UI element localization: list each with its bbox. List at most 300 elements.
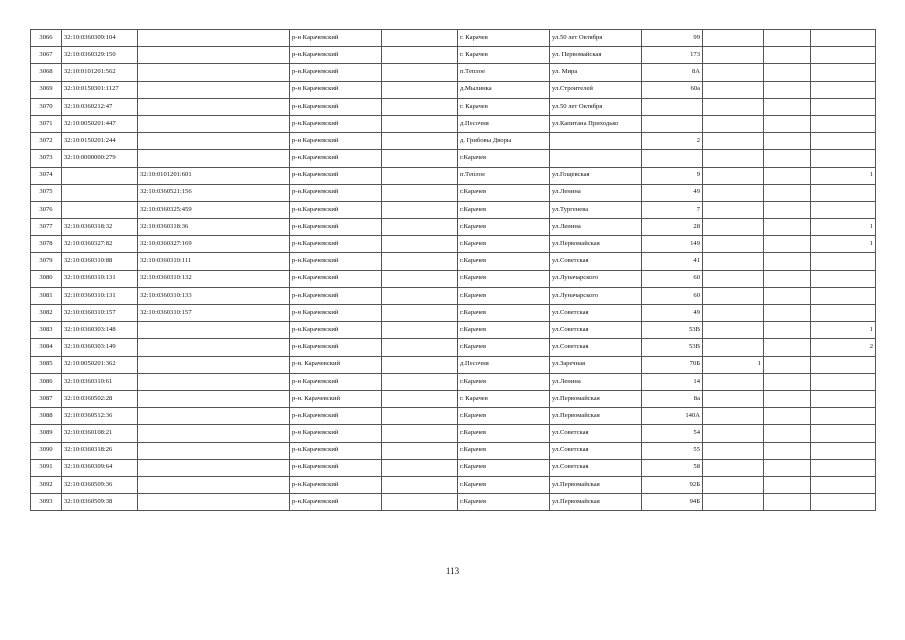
house-number-cell [642,150,703,167]
cadastral-number-cell: 32:10:0360329:150 [62,47,138,64]
parcel-number-cell: 32:10:0360325:459 [138,201,290,218]
settlement-cell: п.Теплое [458,167,550,184]
district-cell: р-н.Карачевский [290,47,382,64]
apartment-cell: 1 [811,167,876,184]
table-row [31,98,876,115]
apartment-cell [811,425,876,442]
parcel-number-cell [138,425,290,442]
apartment-cell: 1 [811,322,876,339]
street-cell: ул. Мира [550,64,642,81]
settlement-cell: г.Карачев [458,184,550,201]
settlement-cell: г.Карачев [458,408,550,425]
table-row [31,64,876,81]
table-row [31,408,876,425]
settlement-cell: д. Грибовы Дворы [458,133,550,150]
row-number-cell: 3075 [31,184,62,201]
parcel-number-cell [138,339,290,356]
house-number-cell: 53В [642,322,703,339]
house-number-cell: 7 [642,201,703,218]
apartment-cell [811,373,876,390]
empty-cell [382,270,458,287]
row-number-cell: 3089 [31,425,62,442]
parcel-number-cell [138,30,290,47]
street-cell: ул.Гощевская [550,167,642,184]
house-number-cell: 140А [642,408,703,425]
table-row [31,356,876,373]
district-cell: р-н.Карачевский [290,167,382,184]
house-number-cell: 14 [642,373,703,390]
empty-cell [382,442,458,459]
settlement-cell: г.Карачев [458,322,550,339]
apartment-cell [811,408,876,425]
row-number-cell: 3093 [31,494,62,511]
empty-cell [382,339,458,356]
building-cell [703,81,764,98]
table-row [31,287,876,304]
row-number-cell: 3070 [31,98,62,115]
house-number-cell [642,98,703,115]
empty-cell [382,408,458,425]
street-cell: ул.50 лет Октября [550,30,642,47]
extra-cell [764,494,811,511]
cadastral-number-cell: 32:10:0360303:148 [62,322,138,339]
table-body [31,30,876,511]
parcel-number-cell: 32:10:0360521:156 [138,184,290,201]
district-cell: р-н.Карачевский [290,253,382,270]
settlement-cell: д.Мылинка [458,81,550,98]
empty-cell [382,356,458,373]
district-cell: р-н.Карачевский [290,408,382,425]
cadastral-number-cell: 32:10:0050201:362 [62,356,138,373]
building-cell [703,494,764,511]
row-number-cell: 3090 [31,442,62,459]
apartment-cell [811,270,876,287]
cadastral-number-cell: 32:10:0150201:244 [62,133,138,150]
extra-cell [764,390,811,407]
house-number-cell: 55 [642,442,703,459]
extra-cell [764,150,811,167]
apartment-cell [811,476,876,493]
building-cell [703,219,764,236]
district-cell: р-н. Карачевский [290,356,382,373]
house-number-cell: 8а [642,390,703,407]
building-cell [703,133,764,150]
building-cell [703,390,764,407]
table-row [31,81,876,98]
cadastral-number-cell: 32:10:0360310:61 [62,373,138,390]
table-row [31,494,876,511]
street-cell: ул.Советская [550,305,642,322]
settlement-cell: г.Карачев [458,270,550,287]
apartment-cell [811,133,876,150]
extra-cell [764,236,811,253]
extra-cell [764,373,811,390]
row-number-cell: 3068 [31,64,62,81]
building-cell [703,30,764,47]
extra-cell [764,270,811,287]
building-cell [703,322,764,339]
row-number-cell: 3088 [31,408,62,425]
apartment-cell: 1 [811,219,876,236]
cadastral-number-cell: 32:10:0360509:36 [62,476,138,493]
parcel-number-cell [138,322,290,339]
parcel-number-cell [138,459,290,476]
row-number-cell: 3080 [31,270,62,287]
extra-cell [764,442,811,459]
parcel-number-cell [138,81,290,98]
apartment-cell [811,442,876,459]
extra-cell [764,408,811,425]
street-cell: ул.Советская [550,339,642,356]
settlement-cell: г. Карачев [458,390,550,407]
cadastral-number-cell: 32:10:0360327:82 [62,236,138,253]
extra-cell [764,322,811,339]
street-cell: ул.Ленина [550,184,642,201]
table-row [31,253,876,270]
district-cell: р-н.Карачевский [290,494,382,511]
street-cell: ул.Тургенева [550,201,642,218]
row-number-cell: 3074 [31,167,62,184]
extra-cell [764,356,811,373]
table-row [31,115,876,132]
extra-cell [764,81,811,98]
extra-cell [764,305,811,322]
house-number-cell: 28 [642,219,703,236]
apartment-cell [811,98,876,115]
apartment-cell [811,287,876,304]
table-row [31,201,876,218]
page-number: 113 [445,566,460,576]
house-number-cell: 49 [642,305,703,322]
parcel-number-cell: 32:10:0360310:132 [138,270,290,287]
extra-cell [764,425,811,442]
settlement-cell: г.Карачев [458,339,550,356]
settlement-cell: г.Карачев [458,425,550,442]
parcel-number-cell [138,115,290,132]
extra-cell [764,287,811,304]
cadastral-number-cell: 32:10:0360509:38 [62,494,138,511]
table-row [31,476,876,493]
house-number-cell: 2 [642,133,703,150]
district-cell: р-н.Карачевский [290,322,382,339]
row-number-cell: 3072 [31,133,62,150]
cadastral-number-cell: 32:10:0000000:279 [62,150,138,167]
row-number-cell: 3085 [31,356,62,373]
street-cell: ул.Советская [550,442,642,459]
settlement-cell: п.Теплое [458,64,550,81]
settlement-cell: г.Карачев [458,253,550,270]
extra-cell [764,476,811,493]
district-cell: р-н.Карачевский [290,98,382,115]
parcel-number-cell [138,64,290,81]
building-cell [703,425,764,442]
row-number-cell: 3083 [31,322,62,339]
building-cell [703,167,764,184]
building-cell [703,115,764,132]
street-cell: ул.Ленина [550,373,642,390]
table-row [31,390,876,407]
row-number-cell: 3076 [31,201,62,218]
cadastral-number-cell [62,201,138,218]
empty-cell [382,459,458,476]
cadastral-number-cell: 32:10:0360108:21 [62,425,138,442]
building-cell [703,305,764,322]
house-number-cell: 173 [642,47,703,64]
house-number-cell: 54 [642,425,703,442]
parcel-number-cell [138,150,290,167]
parcel-number-cell: 32:10:0360318:36 [138,219,290,236]
parcel-number-cell: 32:10:0360310:157 [138,305,290,322]
empty-cell [382,98,458,115]
settlement-cell: г.Карачев [458,459,550,476]
settlement-cell: г.Карачев [458,442,550,459]
parcel-number-cell [138,476,290,493]
district-cell: р-н.Карачевский [290,476,382,493]
settlement-cell: д.Песочня [458,115,550,132]
settlement-cell: г.Карачев [458,287,550,304]
empty-cell [382,184,458,201]
district-cell: р-н Карачевский [290,30,382,47]
house-number-cell: 70Б [642,356,703,373]
cadastral-number-cell: 32:10:0360309:64 [62,459,138,476]
building-cell [703,459,764,476]
cadastral-number-cell: 32:10:0360309:104 [62,30,138,47]
empty-cell [382,476,458,493]
district-cell: р-н.Карачевский [290,339,382,356]
building-cell [703,201,764,218]
empty-cell [382,305,458,322]
parcel-number-cell: 32:10:0360310:111 [138,253,290,270]
district-cell: р-н Карачевский [290,133,382,150]
house-number-cell: 53В [642,339,703,356]
apartment-cell: 2 [811,339,876,356]
district-cell: р-н.Карачевский [290,150,382,167]
table-row [31,459,876,476]
extra-cell [764,30,811,47]
cadastral-number-cell: 32:10:0360310:157 [62,305,138,322]
row-number-cell: 3081 [31,287,62,304]
parcel-number-cell: 32:10:0360310:133 [138,287,290,304]
settlement-cell: г.Карачев [458,494,550,511]
row-number-cell: 3079 [31,253,62,270]
apartment-cell [811,356,876,373]
apartment-cell [811,184,876,201]
table-row [31,184,876,201]
empty-cell [382,287,458,304]
table-row [31,442,876,459]
district-cell: р-н.Карачевский [290,442,382,459]
empty-cell [382,167,458,184]
empty-cell [382,494,458,511]
street-cell: ул.Первомайская [550,408,642,425]
parcel-number-cell [138,133,290,150]
house-number-cell: 9 [642,167,703,184]
street-cell: ул.Первомайская [550,494,642,511]
building-cell [703,98,764,115]
building-cell [703,47,764,64]
empty-cell [382,219,458,236]
cadastral-number-cell: 32:10:0360310:131 [62,287,138,304]
empty-cell [382,236,458,253]
building-cell [703,253,764,270]
district-cell: р-н.Карачевский [290,219,382,236]
parcel-number-cell [138,47,290,64]
empty-cell [382,64,458,81]
cadastral-number-cell: 32:10:0360310:88 [62,253,138,270]
row-number-cell: 3086 [31,373,62,390]
district-cell: р-н Карачевский [290,425,382,442]
empty-cell [382,322,458,339]
empty-cell [382,81,458,98]
district-cell: р-н Карачевский [290,373,382,390]
cadastral-number-cell: 32:10:0360318:26 [62,442,138,459]
street-cell: ул.Первомайская [550,390,642,407]
street-cell: ул.Первомайская [550,476,642,493]
settlement-cell: г. Карачев [458,47,550,64]
street-cell [550,133,642,150]
building-cell: 1 [703,356,764,373]
settlement-cell: г.Карачев [458,150,550,167]
row-number-cell: 3091 [31,459,62,476]
street-cell: ул.Заречная [550,356,642,373]
apartment-cell [811,64,876,81]
apartment-cell [811,30,876,47]
cadastral-number-cell: 32:10:0050201:447 [62,115,138,132]
row-number-cell: 3069 [31,81,62,98]
district-cell: р-н.Карачевский [290,270,382,287]
house-number-cell: 99 [642,30,703,47]
house-number-cell: 60а [642,81,703,98]
parcel-number-cell [138,494,290,511]
parcel-number-cell: 32:10:0360327:169 [138,236,290,253]
building-cell [703,184,764,201]
row-number-cell: 3077 [31,219,62,236]
empty-cell [382,30,458,47]
district-cell: р-н.Карачевский [290,236,382,253]
parcel-number-cell: 32:10:0101201:601 [138,167,290,184]
apartment-cell [811,390,876,407]
apartment-cell [811,47,876,64]
building-cell [703,373,764,390]
cadastral-number-cell [62,167,138,184]
settlement-cell: г.Карачев [458,476,550,493]
cadastral-number-cell: 32:10:0360310:131 [62,270,138,287]
table-row [31,322,876,339]
apartment-cell [811,81,876,98]
street-cell: ул.Советская [550,322,642,339]
building-cell [703,64,764,81]
row-number-cell: 3092 [31,476,62,493]
house-number-cell: 49 [642,184,703,201]
parcel-number-cell [138,356,290,373]
parcel-number-cell [138,373,290,390]
table-row [31,339,876,356]
apartment-cell [811,253,876,270]
street-cell: ул.Капитана Приходько [550,115,642,132]
house-number-cell: 92Б [642,476,703,493]
house-number-cell: 8А [642,64,703,81]
apartment-cell [811,494,876,511]
table-row [31,373,876,390]
extra-cell [764,201,811,218]
cadastral-number-cell: 32:10:0360212:47 [62,98,138,115]
row-number-cell: 3073 [31,150,62,167]
apartment-cell [811,459,876,476]
district-cell: р-н.Карачевский [290,459,382,476]
table-row [31,167,876,184]
extra-cell [764,98,811,115]
building-cell [703,476,764,493]
empty-cell [382,115,458,132]
house-number-cell: 58 [642,459,703,476]
building-cell [703,236,764,253]
house-number-cell: 149 [642,236,703,253]
empty-cell [382,425,458,442]
row-number-cell: 3082 [31,305,62,322]
settlement-cell: д.Песочня [458,356,550,373]
table-row [31,133,876,150]
table-row [31,30,876,47]
street-cell: ул.Первомайская [550,236,642,253]
house-number-cell: 94Б [642,494,703,511]
street-cell: ул. Первомайская [550,47,642,64]
empty-cell [382,47,458,64]
apartment-cell [811,150,876,167]
empty-cell [382,390,458,407]
street-cell: ул.Советская [550,459,642,476]
row-number-cell: 3078 [31,236,62,253]
empty-cell [382,373,458,390]
district-cell: р-н.Карачевский [290,64,382,81]
apartment-cell [811,305,876,322]
district-cell: р-н.Карачевский [290,184,382,201]
building-cell [703,442,764,459]
building-cell [703,287,764,304]
cadastral-number-cell: 32:10:0360303:149 [62,339,138,356]
empty-cell [382,133,458,150]
street-cell: ул.Советская [550,253,642,270]
registry-table [30,29,876,511]
cadastral-number-cell [62,184,138,201]
extra-cell [764,219,811,236]
extra-cell [764,133,811,150]
settlement-cell: г. Карачев [458,30,550,47]
cadastral-number-cell: 32:10:0360502:28 [62,390,138,407]
apartment-cell: 1 [811,236,876,253]
empty-cell [382,150,458,167]
building-cell [703,150,764,167]
street-cell: ул.Советская [550,425,642,442]
empty-cell [382,253,458,270]
parcel-number-cell [138,98,290,115]
row-number-cell: 3084 [31,339,62,356]
extra-cell [764,167,811,184]
settlement-cell: г.Карачев [458,219,550,236]
street-cell: ул.Ленина [550,219,642,236]
parcel-number-cell [138,408,290,425]
row-number-cell: 3087 [31,390,62,407]
district-cell: р-н Карачевский [290,81,382,98]
apartment-cell [811,201,876,218]
district-cell: р-н Карачевский [290,305,382,322]
house-number-cell [642,115,703,132]
parcel-number-cell [138,442,290,459]
house-number-cell: 41 [642,253,703,270]
row-number-cell: 3066 [31,30,62,47]
table-row [31,150,876,167]
table-row [31,270,876,287]
row-number-cell: 3067 [31,47,62,64]
